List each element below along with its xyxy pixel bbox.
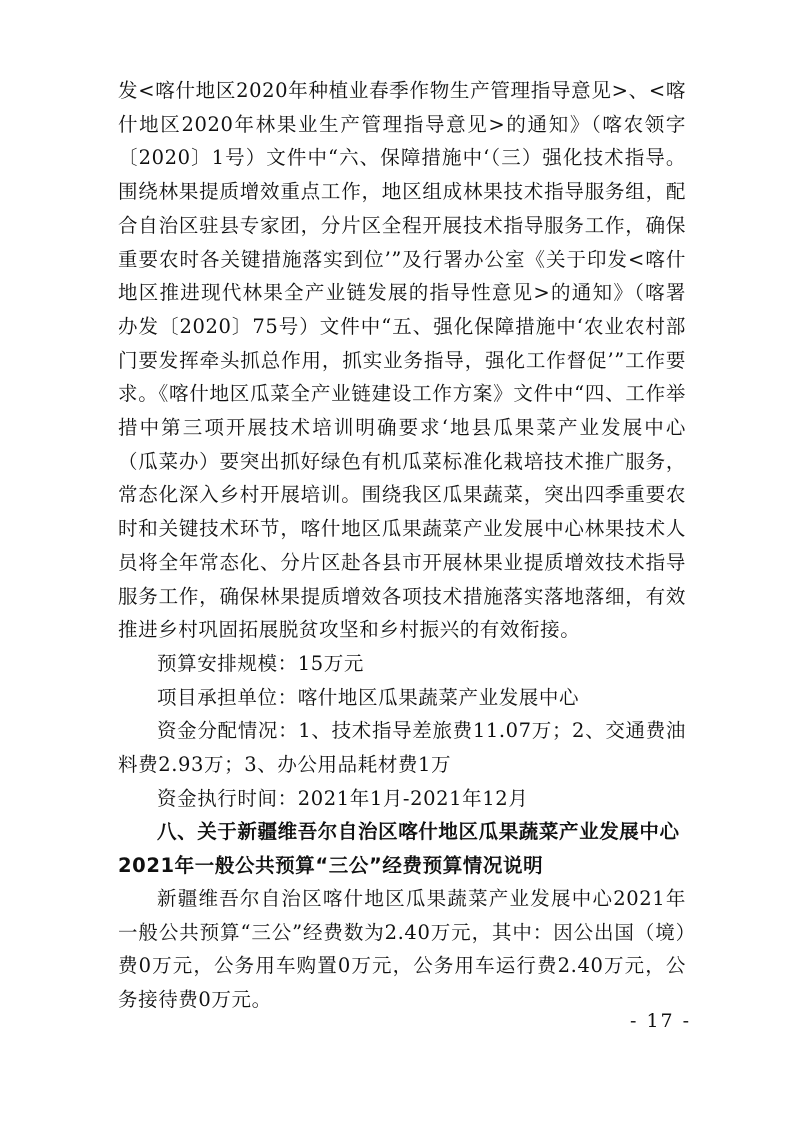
body-text-block bbox=[118, 74, 686, 815]
fund-allocation-paragraph: 资金分配情况：1、技术指导差旅费11.07万；2、交通费油料费2.93万；3、办公用品耗材费1万 bbox=[118, 719, 686, 777]
budget-scale-line: 预算安排规模：15万元 bbox=[157, 651, 364, 675]
page-number: - 17 - bbox=[630, 1010, 692, 1032]
undertaking-unit-line: 项目承担单位：喀什地区瓜果蔬菜产业发展中心 bbox=[157, 685, 580, 709]
section-heading: 八、关于新疆维吾尔自治区喀什地区瓜果蔬菜产业发展中心2021年一般公共预算“三公”经费预算情况说明 bbox=[118, 820, 680, 877]
section-body-paragraph: 新疆维吾尔自治区喀什地区瓜果蔬菜产业发展中心2021年一般公共预算“三公”经费数为2.40万元，其中：因公出国（境）费0万元，公务用车购置0万元，公务用车运行费2.40万元，公务接待费0万元。 bbox=[118, 887, 686, 1012]
execution-time-line: 资金执行时间：2021年1月-2021年12月 bbox=[157, 786, 529, 810]
opening-paragraph: 发<喀什地区2020年种植业春季作物生产管理指导意见>、<喀什地区2020年林果业生产管理指导意见>的通知》（喀农领字〔2020〕1号）文件中“六、保障措施中‘（三）强化技术指导。围绕林果提质增效重点工作，地区组成林果技术指导服务组，配合自治区驻县专家团，分片区全程开展技术指导服务工作，确保重要农时各关键措施落实到位’”及行署办公室《关于印发<喀什地区推进现代林果全产业链发展的指导性意见>的通知》（喀署办发〔2020〕75号）文件中“五、强化保障措施中‘农业农村部门要发挥牵头抓总作用，抓实业务指导，强化工作督促’”工作要求。《喀什地区瓜菜全产业链建设工作方案》文件中“四、工作举措中第三项开展技术培训明确要求‘地县瓜果菜产业发展中心（瓜菜办）要突出抓好绿色有机瓜菜标准化栽培技术推广服务，常态化深入乡村开展培训。围绕我区瓜果蔬菜，突出四季重要农时和关键技术环节，喀什地区瓜果蔬菜产业发展中心林果技术人员将全年常态化、分片区赴各县市开展林果业提质增效技术指导服务工作，确保林果提质增效各项技术措施落实落地落细，有效推进乡村巩固拓展脱贫攻坚和乡村振兴的有效衔接。 bbox=[118, 79, 686, 642]
